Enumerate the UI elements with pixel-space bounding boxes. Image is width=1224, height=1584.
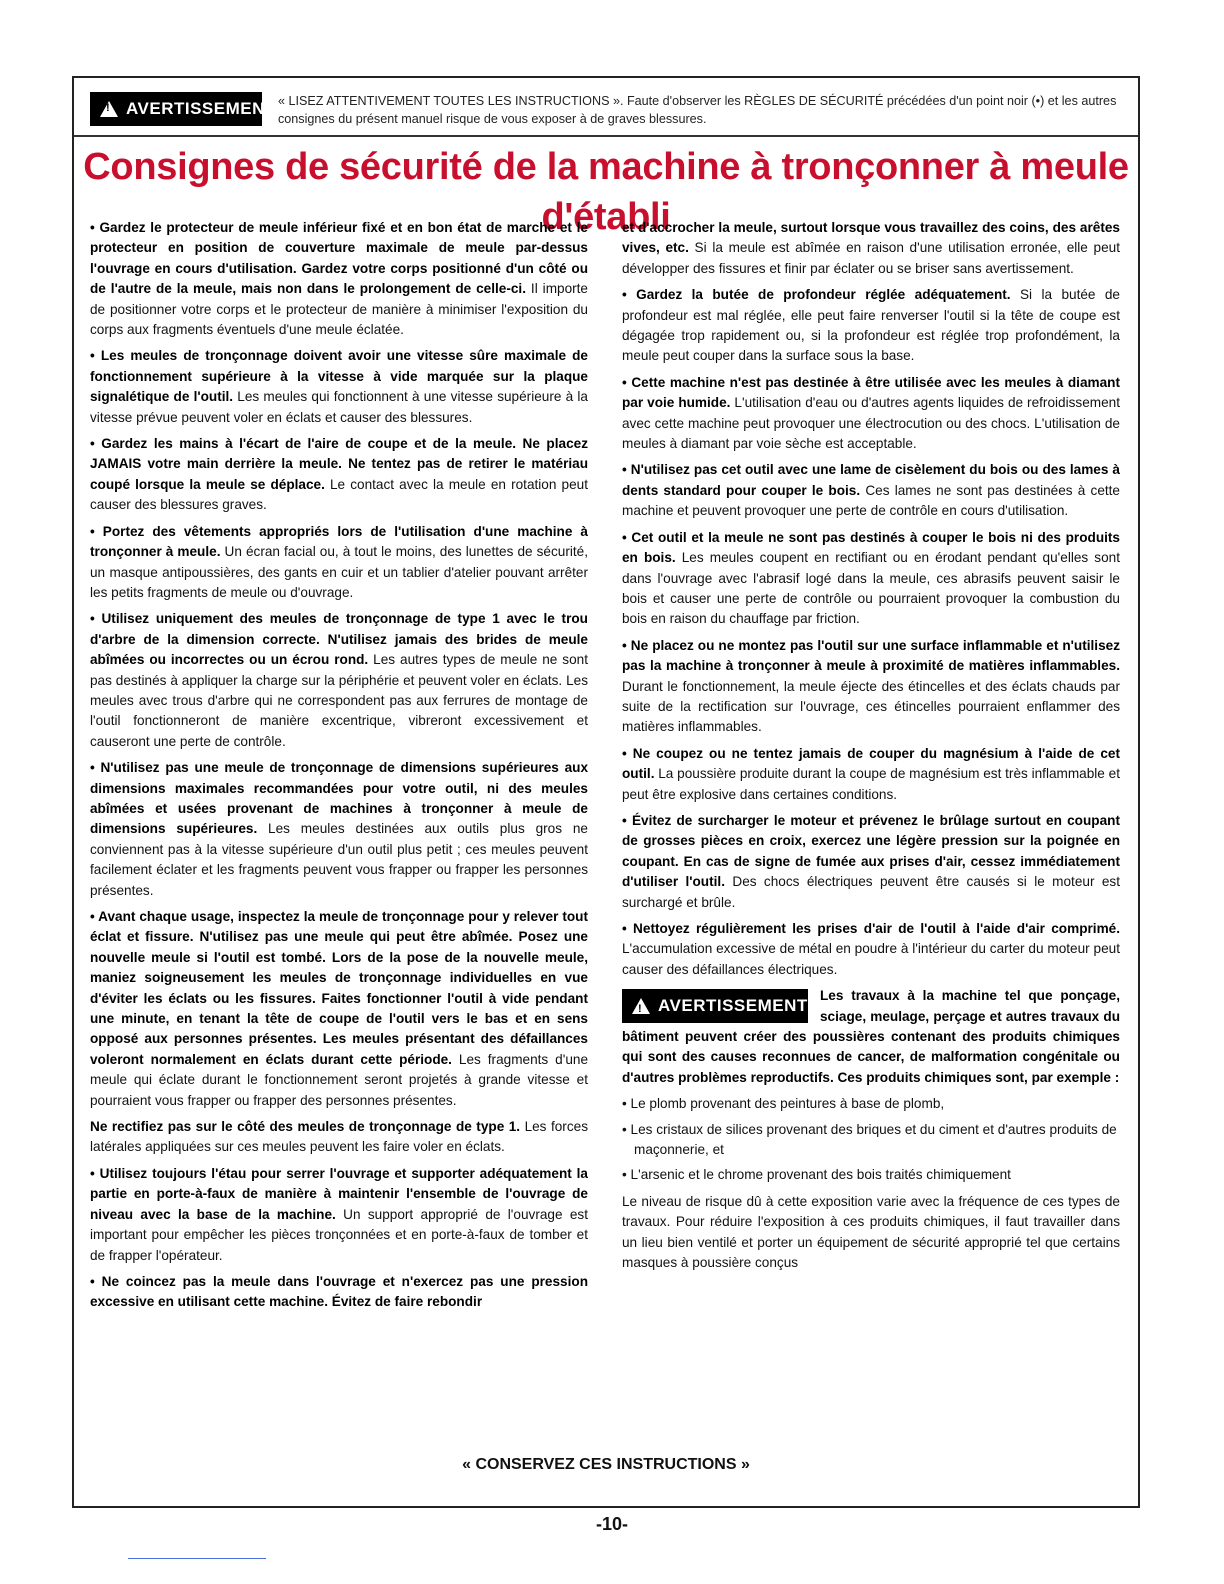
safety-rule-text: Les forces latérales appliquées sur ces meules peuvent les faire voler en éclats. <box>90 1119 588 1155</box>
safety-rule-bold: • Évitez de surcharger le moteur et prévenez le brûlage surtout en coupant de grosses pièces en croix, exercez une légère pression sur la poignée en coupant. En cas de signe de fumée aux prises d'air, cessez immédiatement d'utiliser l'outil. <box>622 812 1120 890</box>
safety-rule-bold: Ne rectifiez pas sur le côté des meules de tronçonnage de type 1. <box>90 1119 521 1135</box>
safety-rule <box>622 285 1120 367</box>
safety-rule-bold: • Gardez les mains à l'écart de l'aire de coupe et de la meule. Ne placez JAMAIS votre main derrière la meule. Ne tentez pas de retirer le matériau coupé lorsque la meule se déplace. <box>90 436 588 492</box>
safety-rule-text: Un écran facial ou, à tout le moins, des lunettes de sécurité, un masque antipoussières, des gants en cuir et un tablier d'atelier pouvant arrêter les petits fragments de meule ou d'ouvrage. <box>90 544 588 600</box>
safety-rule-bold: • Gardez le protecteur de meule inférieur fixé et en bon état de marche et le protecteur en position de couverture maximale de meule par-dessus l'ouvrage en cours d'utilisation. Gardez votre corps positionné d'un côté ou de l'autre de la meule, mais non dans le prolongement de celle-ci. <box>90 220 588 297</box>
safety-rule-text: Si la butée de profondeur est mal réglée, elle peut faire renverser l'outil si la tête de coupe est dégagée trop rapidement ou, si la profondeur est réglée trop profondément, la meule peut couper dans la surface sous la base. <box>622 287 1120 364</box>
safety-rule-text: Un support approprié de l'ouvrage est important pour empêcher les pièces tronçonnées et en porte-à-faux de tomber et de frapper l'opérateur. <box>90 1206 589 1263</box>
safety-rule-bold: • Ne placez ou ne montez pas l'outil sur une surface inflammable et n'utilisez pas la machine à tronçonner à meule à proximité de matières inflammables. <box>622 637 1120 674</box>
safety-rule-text: Il importe de positionner votre corps et le protecteur de manière à minimiser l'exposition du corps aux fragments éventuels d'une meule éclatée. <box>90 281 588 338</box>
safety-rule <box>90 1164 588 1266</box>
warning-badge <box>90 92 276 126</box>
footer-conserve-instructions: « CONSERVEZ CES INSTRUCTIONS » <box>462 1456 750 1473</box>
safety-rule <box>622 919 1120 980</box>
safety-rule-text: L'utilisation d'eau ou d'autres agents liquides de refroidissement avec cette machine peut provoquer une électrocution ou des chocs. L'utilisation de meules à diamant par voie sèche est acceptable. <box>622 395 1120 452</box>
list-item: • Le plomb provenant des peintures à base de plomb, <box>622 1096 945 1112</box>
safety-rule-text: Les autres types de meule ne sont pas destinés à appliquer la charge sur la périphérie et peuvent voler en éclats. Les meules avec trous d'arbre qui ne correspondent pas aux ferrures de montage de l'outil fonctionneront de manière excentrique, vibreront excessivement et causeront une perte de contrôle. <box>90 652 588 749</box>
safety-rule <box>622 218 1120 279</box>
bottom-rule <box>128 1558 266 1559</box>
safety-rule-bold: • Nettoyez régulièrement les prises d'air de l'outil à l'aide d'air comprimé. <box>622 921 1120 936</box>
safety-rule-text: L'accumulation excessive de métal en poudre à l'intérieur du carter du moteur peut causer des défaillances électriques. <box>622 941 1120 977</box>
safety-rule-text: Les fragments d'une meule qui éclate durant le fonctionnement seront projetés à grande vitesse et pourraient vous frapper ou frapper des personnes présentes. <box>90 1051 588 1108</box>
safety-rule-text: Les meules qui fonctionnent à une vitesse supérieure à la vitesse prévue peuvent voler en éclats et causer des blessures. <box>90 389 588 425</box>
warning-badge-2 <box>622 989 808 1023</box>
right-column <box>622 218 1120 1280</box>
safety-rule-bold: • Ne coincez pas la meule dans l'ouvrage et n'exercez pas une pression excessive en utilisant cette machine. Évitez de faire rebondir <box>90 1273 588 1310</box>
safety-rule <box>622 373 1120 455</box>
safety-rule-text: Le contact avec la meule en rotation peut causer des blessures graves. <box>90 476 588 513</box>
safety-rule <box>90 1117 588 1158</box>
safety-rule-bold: • Cette machine n'est pas destinée à être utilisée avec les meules à diamant par voie humide. <box>622 374 1120 411</box>
warning-badge-2-label: AVERTISSEMENT <box>658 996 808 1016</box>
safety-rule-bold: • Gardez la butée de profondeur réglée adéquatement. <box>622 287 1011 303</box>
safety-rule-bold: • Utilisez toujours l'étau pour serrer l'ouvrage et supporter adéquatement la partie en porte-à-faux de manière à maintenir l'ensemble de l'ouvrage de niveau avec la base de la machine. <box>90 1165 588 1222</box>
safety-rule-text: Si la meule est abîmée en raison d'une utilisation erronée, elle peut développer des fissures et finir par éclater ou se briser sans avertissement. <box>622 240 1120 276</box>
safety-rule <box>90 434 588 516</box>
safety-rule <box>622 460 1120 521</box>
warning-block <box>622 986 1120 1088</box>
warning-header-text: « LISEZ ATTENTIVEMENT TOUTES LES INSTRUCTIONS ». Faute d'observer les RÈGLES DE SÉCURITÉ précédées d'un point noir (•) et les autres consignes du présent manuel risque de vous exposer à de graves blessures. <box>278 94 1117 126</box>
list-item: • L'arsenic et le chrome provenant des bois traités chimiquement <box>622 1167 1011 1183</box>
safety-rule-text: Durant le fonctionnement, la meule éjecte des étincelles et des éclats chauds par suite de la rectification sur l'ouvrage, ces étincelles pourraient enflammer des matières inflammables. <box>622 678 1120 735</box>
warning-triangle-icon <box>100 101 118 117</box>
safety-rule <box>90 346 588 428</box>
warning-header <box>90 84 1124 132</box>
safety-rule <box>90 758 588 901</box>
header-divider <box>74 135 1138 137</box>
warning-triangle-icon <box>632 998 650 1014</box>
safety-rule-bold: • Portez des vêtements appropriés lors de l'utilisation d'une machine à tronçonner à meule. <box>90 523 588 560</box>
safety-rule-bold: • N'utilisez pas cet outil avec une lame de cisèlement du bois ou des lames à dents standard pour couper le bois. <box>622 462 1120 498</box>
safety-rule-bold: • Avant chaque usage, inspectez la meule de tronçonnage pour y relever tout éclat et fissure. N'utilisez pas une meule qui peut être abîmée. Posez une nouvelle meule si l'outil est tombé. Lors de la pose de la nouvelle meule, maniez soigneusement les meules de tronçonnage individuelles en vue d'éviter les éclats ou les fissures. Faites fonctionner l'outil à vide pendant une minute, en tenant la tête de coupe de l'outil vers le bas et en sens opposé aux personnes présentes. Les meules présentant des défaillances voleront normalement en éclats durant cette période. <box>90 909 588 1067</box>
right-rules <box>622 218 1120 980</box>
safety-rule-bold: • Ne coupez ou ne tentez jamais de couper du magnésium à l'aide de cet outil. <box>622 745 1120 782</box>
safety-rule <box>622 636 1120 738</box>
warning-closing-text: Le niveau de risque dû à cette exposition varie avec la fréquence de ces types de travaux. Pour réduire l'exposition à ces produits chimiques, il faut travailler dans un lieu bien ventilé et porter un équipement de sécurité approprié tel que certains masques à poussière conçus <box>622 1193 1120 1271</box>
left-column <box>90 218 588 1319</box>
safety-rule <box>90 218 588 340</box>
warning-block-text: Les travaux à la machine tel que ponçage, sciage, meulage, perçage et autres travaux du bâtiment peuvent créer des poussières contenant des produits chimiques qui sont des causes reconnues de cancer, de malformation congénitale ou d'autres problèmes reproductifs. Ces produits chimiques sont, par exemple : <box>622 988 1120 1085</box>
chemical-list <box>622 1094 1120 1186</box>
safety-rule-bold: et d'accrocher la meule, surtout lorsque vous travaillez des coins, des arêtes vives, etc. <box>622 220 1120 256</box>
safety-rule-bold: • Utilisez uniquement des meules de tronçonnage de type 1 avec le trou d'arbre de la dimension correcte. N'utilisez jamais des brides de meule abîmées ou incorrectes ou un écrou rond. <box>90 611 588 668</box>
list-item: • Les cristaux de silices provenant des briques et du ciment et d'autres produits de maçonnerie, et <box>622 1121 1117 1158</box>
safety-rule-text: Les meules destinées aux outils plus gros ne conviennent pas à la vitesse supérieure d'un outil plus petit ; ces meules peuvent facilement éclater et les fragments peuvent vous frapper ou frapper les personnes présentes. <box>90 821 588 898</box>
safety-rule <box>90 609 588 752</box>
safety-rule-text: La poussière produite durant la coupe de magnésium est très inflammable et peut être explosive dans certaines conditions. <box>622 766 1120 802</box>
page-title: Consignes de sécurité de la machine à tronçonner à meule d'établi <box>83 146 1129 238</box>
safety-rule <box>90 907 588 1111</box>
safety-rule-text: Les meules coupent en rectifiant ou en érodant pendant qu'elles sont dans l'ouvrage avec l'abrasif logé dans la meule, ces abrasifs peuvent saisir le bois et causer une perte de contrôle ou pourraient provoquer la combustion du bois en raison du chauffage par friction. <box>622 550 1120 627</box>
page-frame <box>72 76 1140 1508</box>
safety-rule-text: Ces lames ne sont pas destinées à cette machine et peuvent provoquer une perte de contrôle en cours d'utilisation. <box>622 482 1120 519</box>
warning-badge-label: AVERTISSEMENT <box>126 99 276 118</box>
safety-rule <box>90 522 588 604</box>
safety-rule-bold: • Les meules de tronçonnage doivent avoir une vitesse sûre maximale de fonctionnement supérieure à la vitesse à vide marquée sur la plaque signalétique de l'outil. <box>90 348 588 405</box>
safety-rule-bold: • N'utilisez pas une meule de tronçonnage de dimensions supérieures aux dimensions maximales recommandées pour votre outil, ni des meules abîmées et usées provenant de machines à tronçonner à meule de dimensions supérieures. <box>90 760 588 837</box>
safety-rule <box>90 1272 588 1313</box>
safety-rule <box>622 811 1120 913</box>
safety-rule-text: Des chocs électriques peuvent être causés si le moteur est surchargé et brûle. <box>622 874 1121 910</box>
safety-rule-bold: • Cet outil et la meule ne sont pas destinés à couper le bois ni des produits en bois. <box>622 529 1120 566</box>
page-number: -10- <box>595 1514 628 1534</box>
safety-rule <box>622 528 1120 630</box>
safety-rule <box>622 744 1120 805</box>
